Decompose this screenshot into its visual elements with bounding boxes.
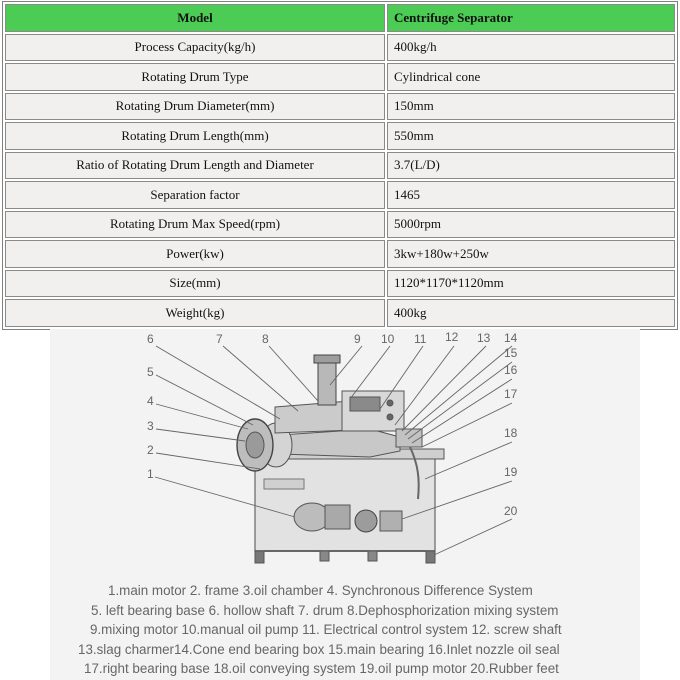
row-label: Power(kw) — [5, 240, 385, 268]
spec-table — [2, 1, 678, 330]
legend-line: 17.right bearing base 18.oil conveying system 19.oil pump motor 20.Rubber feet — [84, 661, 559, 677]
callout-14: 14 — [504, 331, 518, 345]
callout-18: 18 — [504, 426, 518, 440]
machine-illustration — [50, 329, 640, 581]
header-model: Model — [5, 4, 385, 32]
row-value: 150mm — [387, 93, 675, 121]
row-value: 5000rpm — [387, 211, 675, 239]
row-value: Cylindrical cone — [387, 63, 675, 91]
table-row — [5, 299, 675, 327]
callout-9: 9 — [354, 332, 361, 346]
callout-2: 2 — [147, 443, 154, 457]
row-value: 3kw+180w+250w — [387, 240, 675, 268]
callout-17: 17 — [504, 387, 518, 401]
table-row — [5, 152, 675, 180]
legend-line: 5. left bearing base 6. hollow shaft 7. drum 8.Dephosphorization mixing system — [91, 602, 559, 618]
row-label: Rotating Drum Diameter(mm) — [5, 93, 385, 121]
centrifuge-diagram — [50, 329, 640, 680]
table-row — [5, 211, 675, 239]
table-row — [5, 181, 675, 209]
row-label: Size(mm) — [5, 270, 385, 298]
row-value: 3.7(L/D) — [387, 152, 675, 180]
callout-3: 3 — [147, 419, 154, 433]
callout-10: 10 — [381, 332, 395, 346]
table-row — [5, 34, 675, 62]
row-label: Ratio of Rotating Drum Length and Diameter — [5, 152, 385, 180]
row-label: Process Capacity(kg/h) — [5, 34, 385, 62]
table-row — [5, 93, 675, 121]
callout-20: 20 — [504, 504, 518, 518]
callout-6: 6 — [147, 332, 154, 346]
table-row — [5, 270, 675, 298]
row-label: Rotating Drum Length(mm) — [5, 122, 385, 150]
machine-drawing — [237, 355, 444, 563]
callout-1: 1 — [147, 467, 154, 481]
callout-7: 7 — [216, 332, 223, 346]
callout-15: 15 — [504, 346, 518, 360]
row-label: Separation factor — [5, 181, 385, 209]
legend-line: 9.mixing motor 10.manual oil pump 11. Electrical control system 12. screw shaft — [90, 622, 562, 638]
callout-11: 11 — [414, 332, 427, 346]
callout-5: 5 — [147, 365, 154, 379]
callout-13: 13 — [477, 331, 491, 345]
row-value: 1120*1170*1120mm — [387, 270, 675, 298]
table-row — [5, 240, 675, 268]
callout-8: 8 — [262, 332, 269, 346]
legend-line: 1.main motor 2. frame 3.oil chamber 4. Synchronous Difference System — [108, 583, 533, 598]
callout-12: 12 — [445, 330, 459, 344]
table-header-row — [5, 4, 675, 32]
row-value: 550mm — [387, 122, 675, 150]
row-value: 400kg — [387, 299, 675, 327]
parts-legend — [50, 581, 640, 679]
callout-4: 4 — [147, 394, 154, 408]
row-label: Rotating Drum Max Speed(rpm) — [5, 211, 385, 239]
row-label: Weight(kg) — [5, 299, 385, 327]
header-model-value: Centrifuge Separator — [387, 4, 675, 32]
row-value: 1465 — [387, 181, 675, 209]
legend-line: 13.slag charmer14.Cone end bearing box 15.main bearing 16.Inlet nozzle oil seal — [78, 641, 560, 657]
row-value: 400kg/h — [387, 34, 675, 62]
callout-19: 19 — [504, 465, 518, 479]
table-row — [5, 122, 675, 150]
callout-16: 16 — [504, 363, 518, 377]
row-label: Rotating Drum Type — [5, 63, 385, 91]
table-row — [5, 63, 675, 91]
